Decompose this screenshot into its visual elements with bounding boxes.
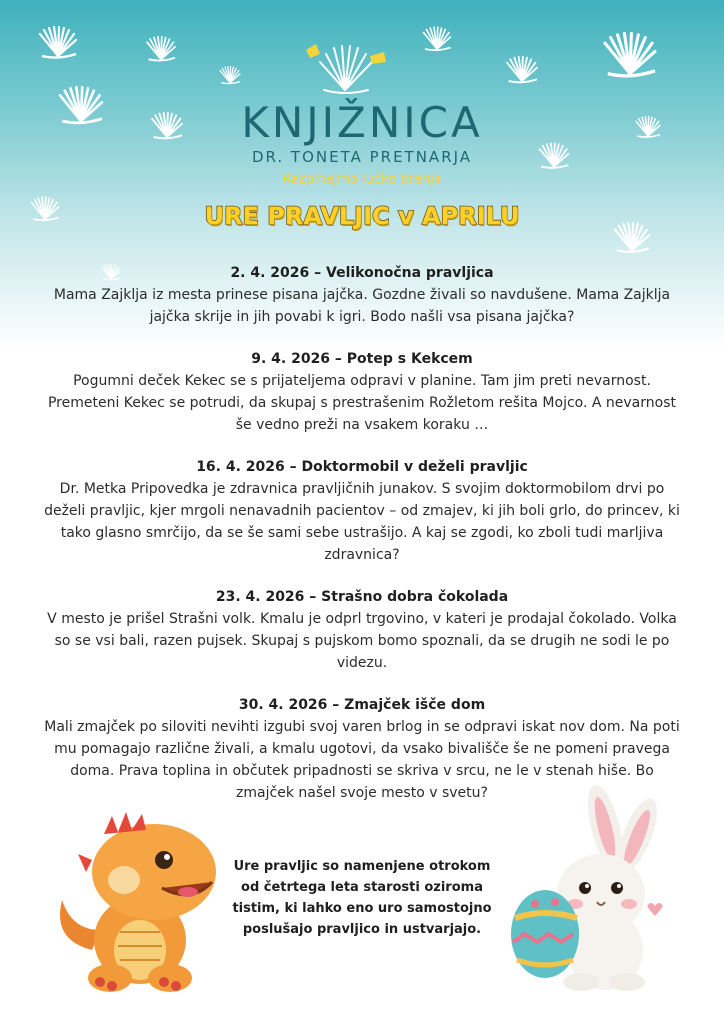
library-tagline: Razpihajmo lučke branja: [282, 172, 442, 187]
event-title: 9. 4. 2026 – Potep s Kekcem: [251, 351, 473, 367]
flying-book-icon: [504, 56, 540, 90]
event-item: [40, 586, 684, 674]
event-description: Mali zmajček po siloviti nevihti izgubi svoj varen brlog in se odpravi iskat nov dom. Na poti mu pomagajo različne živali, a kmalu ugotovi, da vsako bivališče še ne pomeni pravega doma. Prava toplina in občutek pripadnosti se skriva v srcu, ne le v stenah hiše. Bo zmajček našel svoje mesto v svetu?: [44, 719, 680, 801]
flying-book-icon: [38, 26, 78, 66]
event-description: Dr. Metka Pripovedka je zdravnica pravljičnih junakov. S svojim doktormobilom drvi po deželi pravljic, kjer mrgoli nenavadnih pacientov – od zmajev, ki jih boli grlo, do princev, ki tako glasno smrčijo, da se še sami sebe ustrašijo. A kaj se zgodi, ko zboli tudi marljiva zdravnica?: [44, 481, 680, 563]
flying-book-icon: [422, 26, 452, 58]
event-list: [40, 262, 684, 824]
event-description: Pogumni deček Kekec se s prijateljema odpravi v planine. Tam jim preti nevarnost. Premeteni Kekec se potrudi, da skupaj s prestrašenim Rožletom rešita Mojco. A nevarnost še vedno preži na vsakem koraku …: [47, 373, 676, 433]
library-name: KNJIŽNICA: [241, 98, 483, 147]
event-item: [40, 348, 684, 436]
flying-book-icon: [218, 66, 242, 90]
event-description: Mama Zajklja iz mesta prinese pisana jajčka. Gozdne živali so navdušene. Mama Zajklja jajčka skrije in jih povabi k igri. Bodo našli vsa pisana jajčka?: [53, 287, 671, 325]
flying-book-icon: [145, 36, 177, 68]
flying-book-icon: [600, 32, 660, 86]
library-subtitle: DR. TONETA PRETNARJA: [251, 148, 473, 166]
easter-bunny-illustration: [505, 784, 670, 994]
event-description: V mesto je prišel Strašni volk. Kmalu je odprl trgovino, v kateri je prodajal čokolado. Volka so se vsi bali, razen pujsek. Skupaj s pujskom bomo spoznali, da se drugih ne sodi le po videzu.: [47, 611, 677, 671]
event-title: 16. 4. 2026 – Doktormobil v deželi pravljic: [196, 459, 528, 475]
audience-note: Ure pravljic so namenjene otrokom od četrtega leta starosti oziroma tistim, ki lahko eno uro samostojno poslušajo pravljico in ustvarjajo.: [232, 859, 492, 937]
event-title: 23. 4. 2026 – Strašno dobra čokolada: [215, 589, 509, 605]
event-item: [40, 456, 684, 566]
page-title: URE PRAVLJIC v APRILU: [204, 202, 520, 230]
event-title: 30. 4. 2026 – Zmajček išče dom: [238, 697, 486, 713]
event-title: 2. 4. 2026 – Velikonočna pravljica: [230, 265, 494, 281]
event-item: [40, 262, 684, 328]
dinosaur-illustration: [52, 800, 222, 995]
